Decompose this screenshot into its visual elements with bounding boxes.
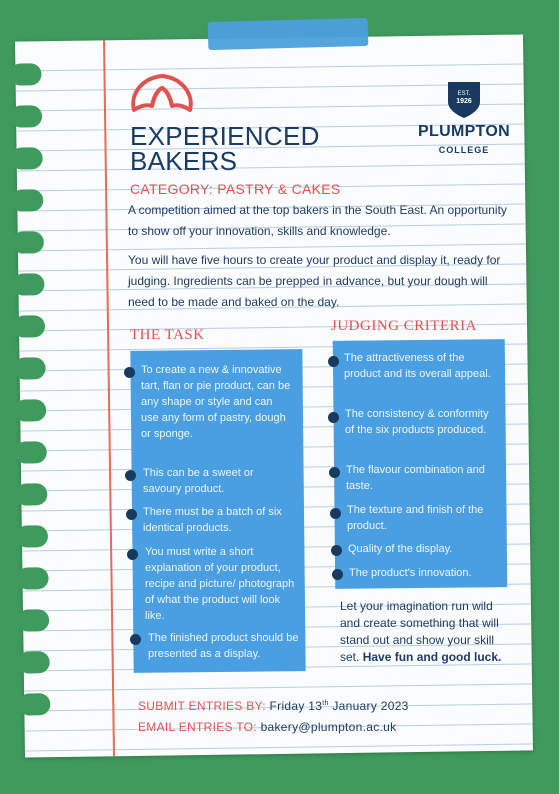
closing-text: Let your imagination run wild and create something that will stand out and show your skill set. — [340, 599, 499, 664]
title-line-2: BAKERS — [130, 146, 238, 176]
page-title — [130, 121, 320, 176]
bullet-dot — [125, 470, 136, 481]
task-item: To create a new & innovative tart, flan or pie product, can be any shape or style and can use any form of pastry, dough or sponge. — [141, 364, 291, 440]
bullet-dot — [124, 367, 135, 378]
college-name: PLUMPTON — [418, 123, 510, 140]
bullet-dot — [330, 508, 341, 519]
intro-paragraph-2: You will have five hours to create your product and display it, ready for judging. Ingredients can be prepped in advance, but your dough will need to be made and baked on the day. — [128, 253, 501, 309]
task-heading: THE TASK — [130, 327, 205, 343]
submit-label: SUBMIT ENTRIES BY: — [138, 699, 266, 713]
bullet-dot — [332, 569, 343, 580]
task-item: There must be a batch of six identical products. — [143, 506, 282, 534]
bullet-dot — [331, 545, 342, 556]
category-label: CATEGORY: PASTRY & CAKES — [130, 181, 341, 197]
judging-item: The consistency & conformity of the six products produced. — [345, 408, 489, 436]
submit-date-day: Friday 13 — [269, 699, 323, 713]
task-item: You must write a short explanation of your product, recipe and picture/ photograph of what the product will look like. — [145, 546, 295, 622]
email-line — [138, 720, 396, 734]
submit-date-rest: January 2023 — [328, 699, 409, 713]
submit-date-suffix: th — [322, 700, 329, 707]
croissant-icon — [128, 70, 198, 118]
bullet-dot — [127, 549, 138, 560]
bullet-dot — [328, 356, 339, 367]
bullet-dot — [329, 467, 340, 478]
task-item: This can be a sweet or savoury product. — [143, 467, 254, 495]
email-address[interactable]: bakery@plumpton.ac.uk — [260, 720, 397, 734]
judging-item: The flavour combination and taste. — [346, 464, 485, 492]
crest-est: EST. — [457, 91, 471, 97]
judging-heading: JUDGING CRITERIA — [331, 318, 477, 334]
judging-item: The attractiveness of the product and its overall appeal. — [344, 352, 491, 380]
judging-item: The texture and finish of the product. — [347, 504, 484, 532]
submit-date — [270, 699, 409, 713]
task-item: The finished product should be presented as a display. — [148, 632, 299, 660]
bullet-dot — [328, 412, 339, 423]
judging-item: Quality of the display. — [348, 543, 453, 555]
intro-paragraph-1: A competition aimed at the top bakers in the South East. An opportunity to show off your innovation, skills and knowledge. — [128, 203, 507, 238]
crest-icon — [444, 80, 484, 120]
title-line-1: EXPERIENCED — [130, 121, 320, 151]
college-subtitle: COLLEGE — [438, 145, 490, 155]
crest-year: 1926 — [456, 98, 472, 105]
email-label: EMAIL ENTRIES TO: — [138, 720, 257, 734]
submit-deadline — [138, 699, 409, 713]
bullet-dot — [130, 634, 141, 645]
judging-item: The product's innovation. — [349, 567, 472, 579]
bullet-dot — [126, 509, 137, 520]
closing-bold-text: Have fun and good luck. — [362, 650, 502, 664]
closing-message — [340, 598, 510, 666]
